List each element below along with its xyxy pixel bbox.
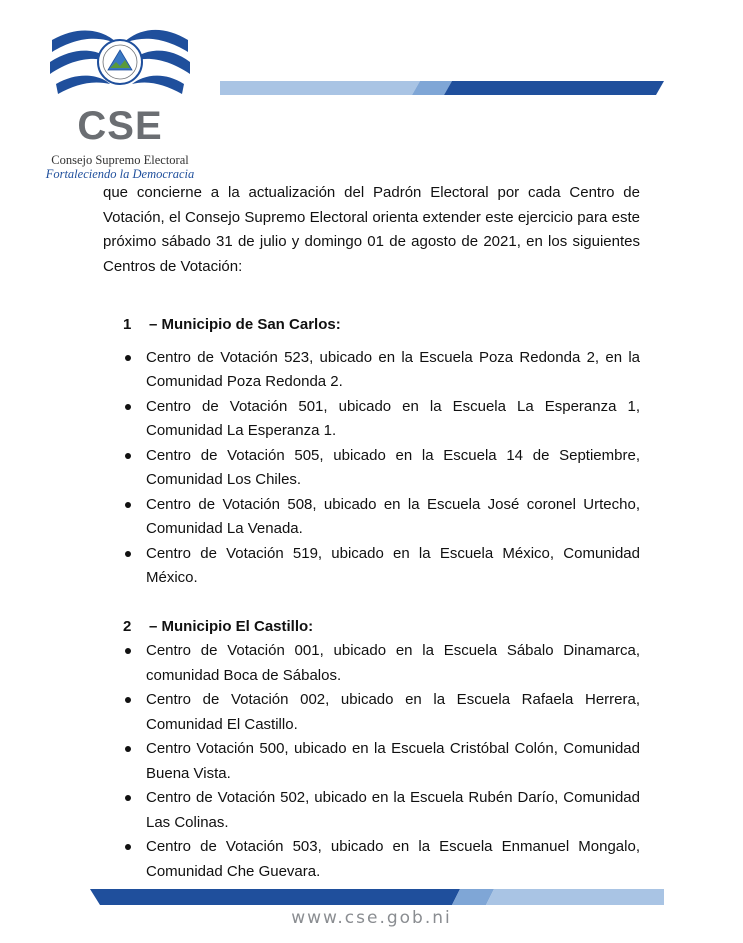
header-stripe xyxy=(220,81,664,95)
logo-organization-name: Consejo Supremo Electoral xyxy=(51,153,189,167)
footer-stripe xyxy=(90,889,664,905)
section-number: 1 xyxy=(123,316,132,333)
section-title: – Municipio de San Carlos: xyxy=(149,316,341,333)
section-title: – Municipio El Castillo: xyxy=(149,617,314,635)
list-item: Centro de Votación 505, ubicado en la Escuela 14 de Septiembre, Comunidad Los Chiles. xyxy=(103,444,640,493)
bullet-list xyxy=(103,346,640,591)
document-body xyxy=(103,181,640,884)
logo-acronym: CSE xyxy=(77,104,163,148)
intro-paragraph: que concierne a la actualización del Padrón Electoral por cada Centro de Votación, el Consejo Supremo Electoral orienta extender este ejercicio para este próximo sábado 31 de julio y domingo 01 de agosto de 2021, en los siguientes Centros de Votación: xyxy=(103,184,640,275)
list-item: Centro de Votación 523, ubicado en la Escuela Poza Redonda 2, en la Comunidad Poza Redonda 2. xyxy=(103,346,640,395)
list-item: Centro de Votación 519, ubicado en la Escuela México, Comunidad México. xyxy=(103,542,640,591)
section-number: 2 xyxy=(123,617,132,635)
section-heading xyxy=(123,615,640,640)
footer-website-link[interactable]: www.cse.gob.ni xyxy=(291,908,452,928)
list-item: Centro de Votación 501, ubicado en la Escuela La Esperanza 1, Comunidad La Esperanza 1. xyxy=(103,395,640,444)
list-item: Centro de Votación 001, ubicado en la Escuela Sábalo Dinamarca, comunidad Boca de Sábalos. xyxy=(103,639,640,688)
section-heading xyxy=(123,313,640,338)
list-item: Centro de Votación 002, ubicado en la Escuela Rafaela Herrera, Comunidad El Castillo. xyxy=(103,688,640,737)
logo-slogan: Fortaleciendo la Democracia xyxy=(45,167,195,181)
nicaragua-emblem-icon xyxy=(50,22,190,106)
list-item: Centro de Votación 508, ubicado en la Escuela José coronel Urtecho, Comunidad La Venada. xyxy=(103,493,640,542)
list-item: Centro Votación 500, ubicado en la Escuela Cristóbal Colón, Comunidad Buena Vista. xyxy=(103,737,640,786)
bullet-list xyxy=(103,639,640,884)
list-item: Centro de Votación 502, ubicado en la Escuela Rubén Darío, Comunidad Las Colinas. xyxy=(103,786,640,835)
list-item: Centro de Votación 503, ubicado en la Escuela Enmanuel Mongalo, Comunidad Che Guevara. xyxy=(103,835,640,884)
cse-logo xyxy=(40,22,200,181)
